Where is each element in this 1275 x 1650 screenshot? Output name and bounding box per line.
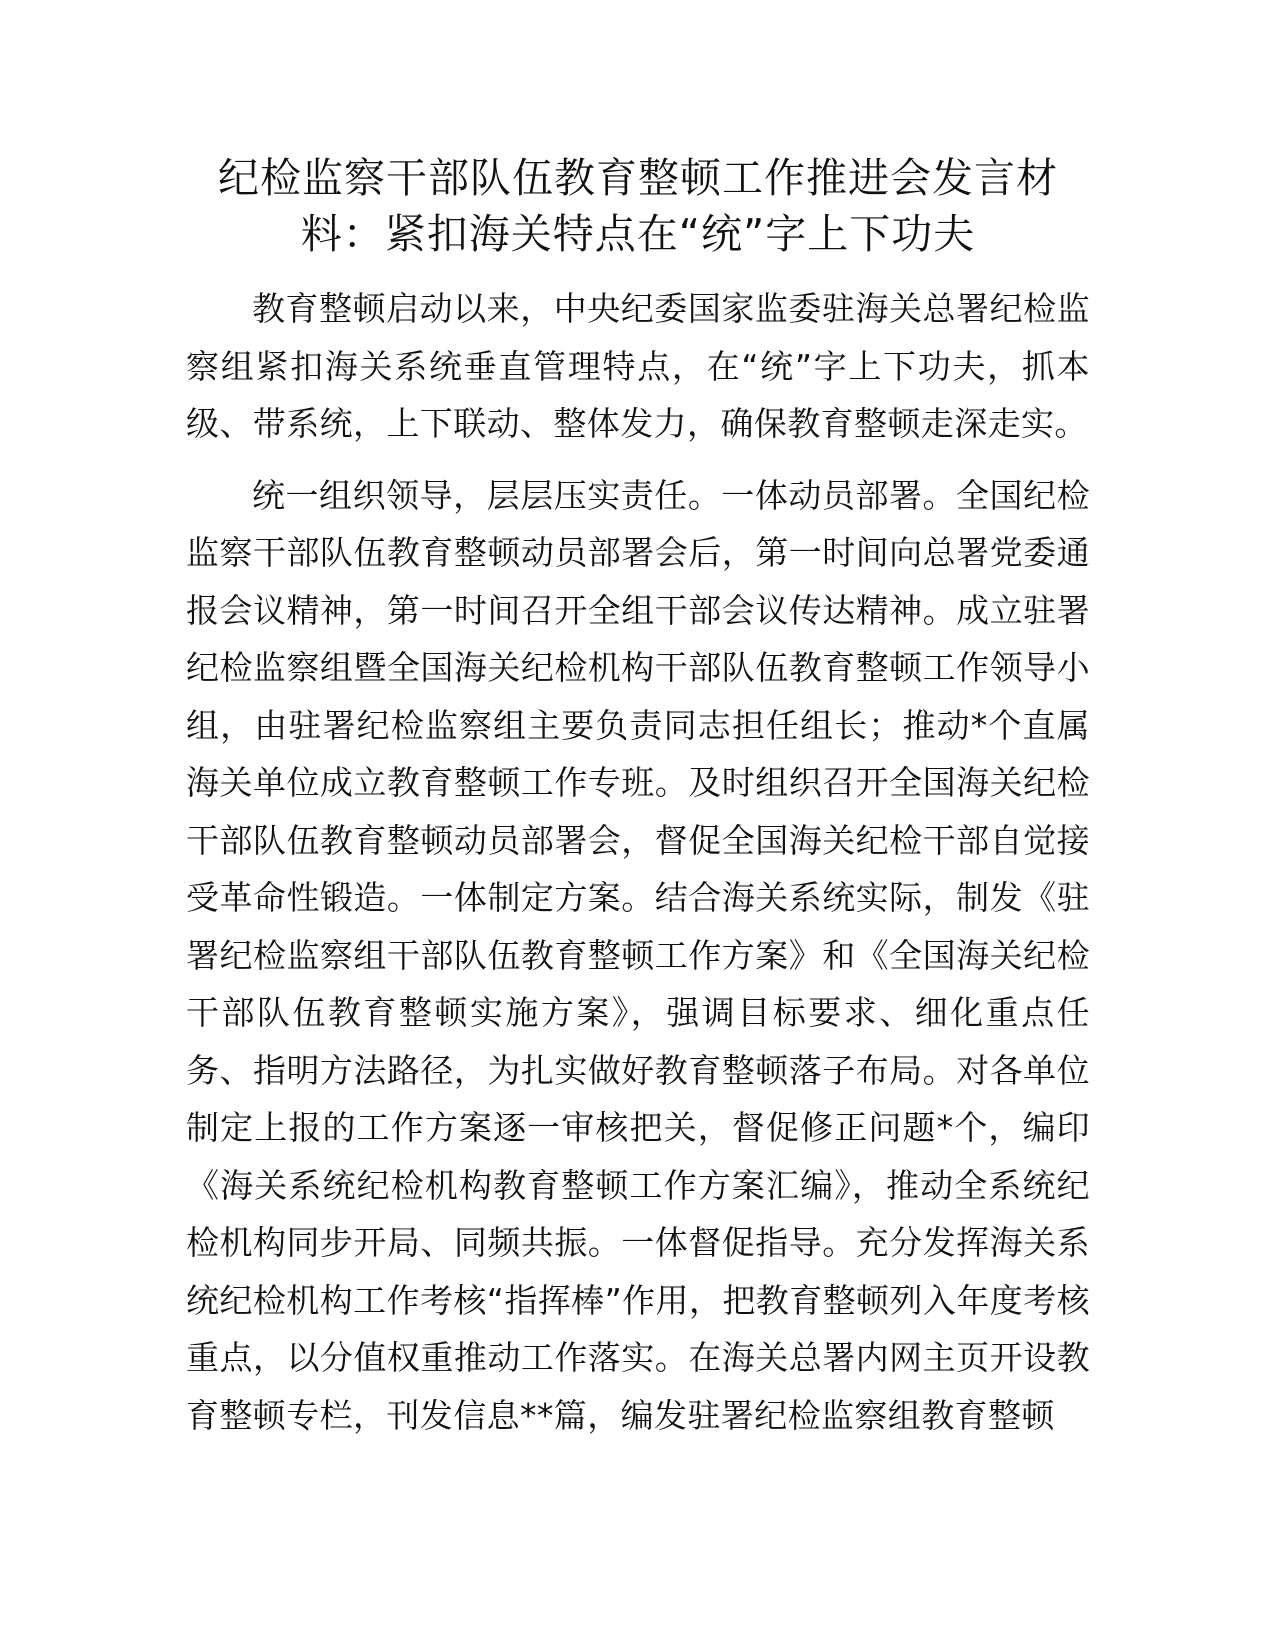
document-page xyxy=(186,150,1090,1444)
title-line-2: 料：紧扣海关特点在“统”字上下功夫 xyxy=(300,210,976,258)
intro-paragraph: 教育整顿启动以来，中央纪委国家监委驻海关总署纪检监察组紧扣海关系统垂直管理特点，在“统”字上下功夫，抓本级、带系统，上下联动、整体发力，确保教育整顿走深走实。 xyxy=(186,289,1090,443)
body-paragraph: 统一组织领导，层层压实责任。一体动员部署。全国纪检监察干部队伍教育整顿动员部署会后，第一时间向总署党委通报会议精神，第一时间召开全组干部会议传达精神。成立驻署纪检监察组暨全国海关纪检机构干部队伍教育整顿工作领导小组，由驻署纪检监察组主要负责同志担任组长；推动*个直属海关单位成立教育整顿工作专班。及时组织召开全国海关纪检干部队伍教育整顿动员部署会，督促全国海关纪检干部自觉接受革命性锻造。一体制定方案。结合海关系统实际，制发《驻署纪检监察组干部队伍教育整顿工作方案》和《全国海关纪检干部队伍教育整顿实施方案》，强调目标要求、细化重点任务、指明方法路径，为扎实做好教育整顿落子布局。对各单位制定上报的工作方案逐一审核把关，督促修正问题*个，编印《海关系统纪检机构教育整顿工作方案汇编》，推动全系统纪检机构同步开局、同频共振。一体督促指导。充分发挥海关系统纪检机构工作考核“指挥棒”作用，把教育整顿列入年度考核重点，以分值权重推动工作落实。在海关总署内网主页开设教育整顿专栏，刊发信息**篇，编发驻署纪检监察组教育整顿 xyxy=(186,475,1090,1435)
document-title xyxy=(186,150,1090,262)
document-body xyxy=(186,280,1090,1444)
title-line-1: 纪检监察干部队伍教育整顿工作推进会发言材 xyxy=(218,154,1058,202)
